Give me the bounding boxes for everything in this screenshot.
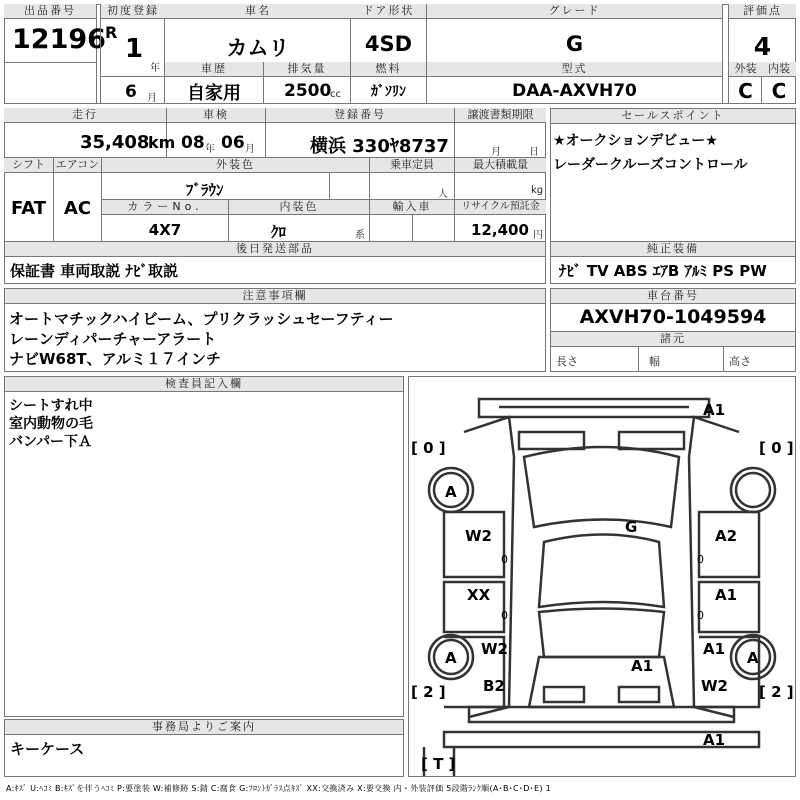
mileage-label: 走行 [4, 108, 166, 123]
car-name-cell [165, 4, 351, 62]
transfer-label: 譲渡書類期限 [455, 108, 546, 123]
reg-number-label: 登録番号 [266, 108, 454, 123]
reg-month: 6 [125, 82, 137, 102]
mark-wheel-rl: A [445, 649, 457, 667]
displacement-label: 排気量 [264, 62, 350, 77]
zero-mark-2: 0 [501, 609, 508, 622]
mark-fender-r: A2 [715, 527, 738, 545]
capacity-cell [370, 158, 455, 200]
office-label: 事務局よりご案内 [5, 720, 403, 735]
mark-fender-l: W2 [465, 527, 492, 545]
ac-cell [54, 158, 102, 242]
inspection-label: 車検 [167, 108, 265, 123]
tire-rl-bracket: [ 2 ] [411, 683, 446, 701]
color-no-label: カラーNo. [102, 200, 228, 215]
spare-bracket: [ T ] [421, 755, 456, 773]
lot-blank-cell [4, 62, 97, 104]
width-label: 幅 [649, 355, 660, 368]
later-parts-block [4, 242, 546, 284]
chassis-label: 車台番号 [551, 289, 795, 304]
transfer-month-unit: 月 [491, 147, 501, 158]
zero-mark-1: 0 [501, 553, 508, 566]
mark-rear-bumper: A1 [703, 731, 726, 749]
mark-door-fr: A1 [715, 586, 738, 604]
tire-fr-bracket: [ 0 ] [759, 439, 794, 457]
color-cell [102, 158, 370, 200]
reg-year: 1 [125, 34, 144, 64]
length-label: 長さ [556, 355, 578, 368]
history-label: 車歴 [165, 62, 263, 77]
fuel-cell [351, 62, 427, 104]
interior-color-cell [229, 200, 370, 242]
office-value: キーケース [10, 740, 85, 758]
reg-number-cell [266, 108, 455, 158]
color-value: ﾌﾞﾗｳﾝ [186, 181, 224, 199]
mark-wheel-fl: A [445, 483, 457, 501]
mileage-unit: km [148, 133, 176, 152]
mileage-cell [4, 108, 176, 158]
recycle-label: リサイクル預託金 [455, 200, 546, 215]
inspector-line-2: 室内動物の毛 [9, 416, 93, 432]
grade-label: グレード [427, 4, 722, 19]
fuel-label: 燃料 [351, 62, 426, 77]
spare-value: T [433, 755, 444, 773]
inspection-cell [167, 108, 266, 158]
load-label: 最大積載量 [455, 158, 546, 173]
car-name: カムリ [226, 36, 290, 60]
history-cell [165, 62, 264, 104]
car-outline [409, 377, 795, 776]
notes-line-1: オートマチックハイビーム、プリクラッシュセーフティー [9, 310, 394, 328]
equipment-block [550, 242, 796, 284]
mark-trunk: A1 [631, 657, 654, 675]
mark-bonnet: G [625, 518, 638, 536]
shift-label: シフト [4, 158, 53, 173]
insp-month: 06 [221, 133, 245, 153]
lot-number: 12196 [12, 24, 106, 55]
first-reg-cell [100, 4, 165, 104]
legend-text: A:ｷｽﾞ U:ﾍｺﾐ B:ｷｽﾞを伴うﾍｺﾐ P:要塗装 W:補修跡 S:錆 C:腐食 G:ﾌﾛﾝﾄｶﾞﾗｽ点ｷｽﾞ XX:交換済み X:要交換 内・外装評価 5段階ﾗﾝｸ順(A･B･C･D･E) 1 [6, 784, 551, 793]
mark-door-rr: A1 [703, 640, 726, 658]
door-label: ドア形状 [351, 4, 426, 19]
zero-mark-4: 0 [697, 609, 704, 622]
zero-mark-3: 0 [697, 553, 704, 566]
tire-rr-value: 2 [771, 683, 782, 701]
grade-cell [427, 4, 723, 62]
ac-value: AC [63, 198, 92, 219]
car-name-label: 車名 [165, 4, 351, 19]
exterior-cell [728, 62, 762, 104]
fuel-value: ｶﾞｿﾘﾝ [371, 84, 406, 100]
door-cell [351, 4, 427, 62]
car-diagram [408, 376, 796, 777]
interior-color-unit: 系 [355, 230, 365, 241]
displacement-value: 2500 [284, 81, 332, 101]
tire-fl-value: 0 [423, 439, 434, 457]
lot-number-cell [4, 4, 106, 63]
color-no-value: 4X7 [148, 221, 182, 239]
selling-point-1: ★オークションデビュー★ [553, 133, 718, 149]
model-value: DAA-AXVH70 [512, 81, 637, 101]
notes-line-3: ナビW68T、アルミ１７インチ [9, 350, 222, 368]
ac-label: エアコン [55, 158, 100, 171]
recycle-cell [455, 200, 546, 242]
interior-color-label: 内装色 [229, 200, 369, 215]
import-cell [370, 200, 455, 242]
later-parts-value: 保証書 車両取説 ﾅﾋﾞ取説 [10, 262, 178, 280]
reg-number: 横浜 330ﾔ8737 [310, 136, 449, 157]
office-block [4, 719, 404, 777]
year-unit: 年 [150, 63, 160, 74]
color-no-cell [102, 200, 229, 242]
mark-door-fl: XX [467, 586, 491, 604]
month-unit: 月 [147, 93, 157, 104]
grade-value: G [565, 32, 584, 56]
capacity-label: 乗車定員 [370, 158, 454, 173]
tire-rr-bracket: [ 2 ] [759, 683, 794, 701]
tire-fr-value: 0 [771, 439, 782, 457]
spec-label: 諸元 [551, 332, 795, 347]
tire-rl-value: 2 [423, 683, 434, 701]
inspector-line-3: バンパー下Ａ [9, 434, 93, 450]
shift-value: FAT [10, 198, 47, 219]
shift-cell [4, 158, 54, 242]
equipment-label: 純正装備 [551, 242, 795, 257]
load-unit: kg [531, 185, 544, 196]
mark-door-rl: W2 [481, 640, 508, 658]
interior-value: C [771, 79, 787, 103]
mark-wheel-rr: A [747, 649, 759, 667]
exterior-label: 外装 [729, 62, 762, 77]
mark-front-bumper: A1 [703, 401, 726, 419]
capacity-unit: 人 [438, 189, 448, 200]
displacement-cell [264, 62, 351, 104]
notes-label: 注意事項欄 [5, 289, 545, 304]
transfer-day-unit: 日 [529, 147, 539, 158]
color-label: 外装色 [102, 158, 369, 173]
score-value: 4 [753, 32, 772, 61]
load-cell [455, 158, 546, 200]
era: R [105, 23, 118, 42]
insp-year: 08 [181, 133, 205, 153]
lot-label: 出品番号 [4, 4, 96, 19]
interior-cell [762, 62, 796, 104]
model-cell [427, 62, 723, 104]
displacement-unit: cc [330, 89, 341, 100]
mark-quarter-l: B2 [483, 677, 505, 695]
interior-label: 内装 [762, 62, 796, 77]
inspector-label: 検査員記入欄 [5, 377, 403, 392]
chassis-block [550, 288, 796, 372]
chassis-number: AXVH70-1049594 [579, 306, 767, 328]
selling-points-label: セールスポイント [551, 109, 795, 124]
door-value: 4SD [364, 32, 413, 56]
interior-color-value: ｸﾛ [271, 223, 287, 241]
notes-line-2: レーンディパーチャーアラート [9, 330, 217, 348]
selling-point-2: レーダークルーズコントロール [553, 157, 748, 173]
transfer-cell [455, 108, 546, 158]
score-label: 評価点 [729, 4, 796, 19]
history-value: 自家用 [187, 83, 241, 104]
inspector-line-1: シートすれ中 [9, 398, 93, 414]
notes-block [4, 288, 546, 372]
height-label: 高さ [729, 355, 751, 368]
recycle-unit: 円 [533, 230, 543, 241]
insp-year-unit: 年 [205, 144, 215, 155]
insp-month-unit: 月 [245, 144, 255, 155]
score-cell [728, 4, 796, 62]
mileage-value: 35,408 [80, 132, 150, 153]
mark-quarter-r: W2 [701, 677, 728, 695]
equipment-value: ﾅﾋﾞ TV ABS ｴｱB ｱﾙﾐ PS PW [559, 262, 767, 280]
inspector-block [4, 376, 404, 717]
import-label: 輸入車 [370, 200, 454, 215]
exterior-value: C [738, 79, 753, 103]
later-parts-label: 後日発送部品 [5, 242, 545, 257]
model-label: 型式 [427, 62, 722, 77]
first-reg-label: 初度登録 [101, 4, 165, 19]
selling-points-block [550, 108, 796, 242]
tire-fl-bracket: [ 0 ] [411, 439, 446, 457]
recycle-value: 12,400 [471, 221, 529, 239]
